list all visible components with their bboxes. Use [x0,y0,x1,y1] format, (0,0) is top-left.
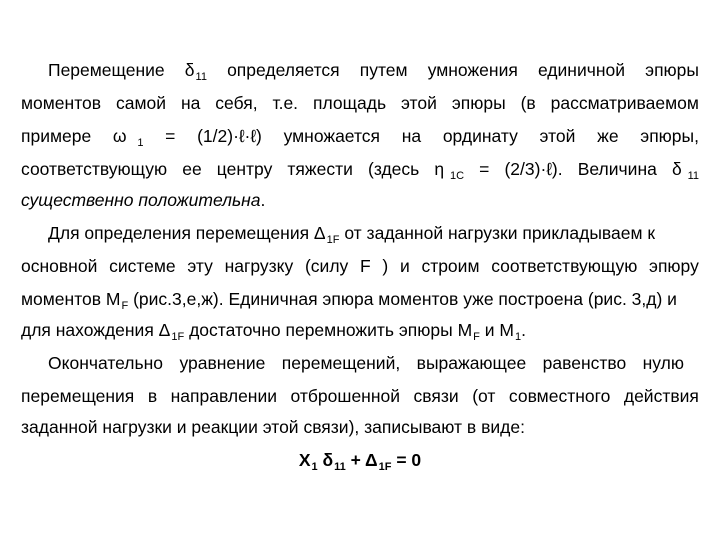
word: рассматриваемом [550,93,699,113]
word: эпюры [451,93,506,113]
word: этой [539,126,576,146]
word: на [180,93,201,113]
omega-1 [113,125,144,150]
subscript: 1F [378,461,392,473]
word: системе [109,256,176,276]
p1-line-3 [21,125,699,150]
delta-11 [185,59,207,84]
word: строим [421,256,480,276]
word: примере [21,126,92,146]
p3-line-1 [48,352,684,374]
text: достаточно перемножить эпюры M [184,320,473,340]
p3-line-2 [21,385,699,407]
omega-symbol: ω [112,126,127,146]
subscript: 11 [195,71,207,83]
word: путем [359,60,408,80]
text: для нахождения Δ [21,320,171,340]
word: (1/2)·ℓ·ℓ) [197,126,262,146]
p1-line-4 [21,158,699,183]
text: моментов M [21,289,121,309]
word: Величина [577,159,657,179]
subscript: 1 [311,461,318,473]
word: Перемещение [48,60,165,80]
word: совместного [508,386,611,406]
word: перемещений, [281,353,401,373]
word: Окончательно [48,353,164,373]
subscript: 1 [514,331,522,343]
p2-line-4 [21,319,699,344]
p3-line-3 [21,416,699,438]
word: ) [382,256,389,276]
word: соответствующую [491,256,638,276]
word: на [401,126,422,146]
eta-symbol: η [434,159,445,179]
word: т.е. [272,93,299,113]
text: . [521,320,526,340]
period: . [260,190,266,210]
subscript: F [121,300,129,312]
eq-x: X [298,450,311,470]
word: = [479,159,490,179]
word: площадь [312,93,387,113]
word: (в [520,93,536,113]
eq-equals-zero: = 0 [391,450,422,470]
subscript: 1 [137,137,144,149]
eta-1c [434,158,464,183]
text: и M [479,320,514,340]
word: уравнение [179,353,266,373]
word: отброшенной [290,386,401,406]
text: (рис.3,е,ж). Единичная эпюра моментов уже построена (рис. 3,д) и [128,289,677,309]
text: от заданной нагрузки прикладываем к [339,223,656,243]
p1-line-2 [21,92,699,114]
word: себя, [215,93,258,113]
word: (силу [304,256,349,276]
word: ее [182,159,202,179]
delta-symbol: δ [184,60,195,80]
word: нулю [642,353,684,373]
word: в [147,386,158,406]
word: ординату [442,126,518,146]
word: центру [216,159,273,179]
word: единичной [537,60,626,80]
word: F [360,256,371,276]
word: эпюру [649,256,699,276]
subscript: 1F [326,234,340,246]
word: эпюры [645,60,699,80]
word: эпюры, [640,126,699,146]
word: равенство [542,353,627,373]
subscript: 11 [334,461,346,473]
word: нагрузку [224,256,294,276]
eq-delta: δ [317,450,334,470]
word: (от [472,386,496,406]
subscript: 1F [171,331,185,343]
word: связи [413,386,459,406]
word: направлении [170,386,278,406]
text: Для определения перемещения Δ [48,223,326,243]
delta-symbol: δ [671,159,682,179]
word: моментов [21,93,102,113]
delta-11 [672,158,699,183]
subscript: 1С [449,170,465,182]
word: соответствующую [21,159,168,179]
word: этой [401,93,437,113]
word: эту [187,256,213,276]
word: выражающее [416,353,527,373]
p2-line-1 [48,222,696,247]
word: перемещения [21,386,135,406]
word: умножается [283,126,380,146]
word: умножения [427,60,518,80]
word: действия [623,386,699,406]
word: (здесь [368,159,420,179]
word: тяжести [287,159,353,179]
word: же [597,126,619,146]
p2-line-3 [21,288,699,313]
eq-plus-delta: + Δ [345,450,378,470]
p1-line-1 [48,59,699,84]
word: самой [115,93,167,113]
p1-line-5 [21,189,699,211]
text: заданной нагрузки и реакции этой связи), записывают в виде: [21,417,525,437]
word: и [399,256,410,276]
word: определяется [227,60,340,80]
subscript: 11 [687,170,699,182]
word: основной [21,256,98,276]
word: = [165,126,176,146]
p2-line-2 [21,255,699,277]
italic-text: существенно положительна [21,190,261,210]
equation [0,449,720,474]
word: (2/3)·ℓ). [504,159,563,179]
subscript: F [473,331,480,343]
